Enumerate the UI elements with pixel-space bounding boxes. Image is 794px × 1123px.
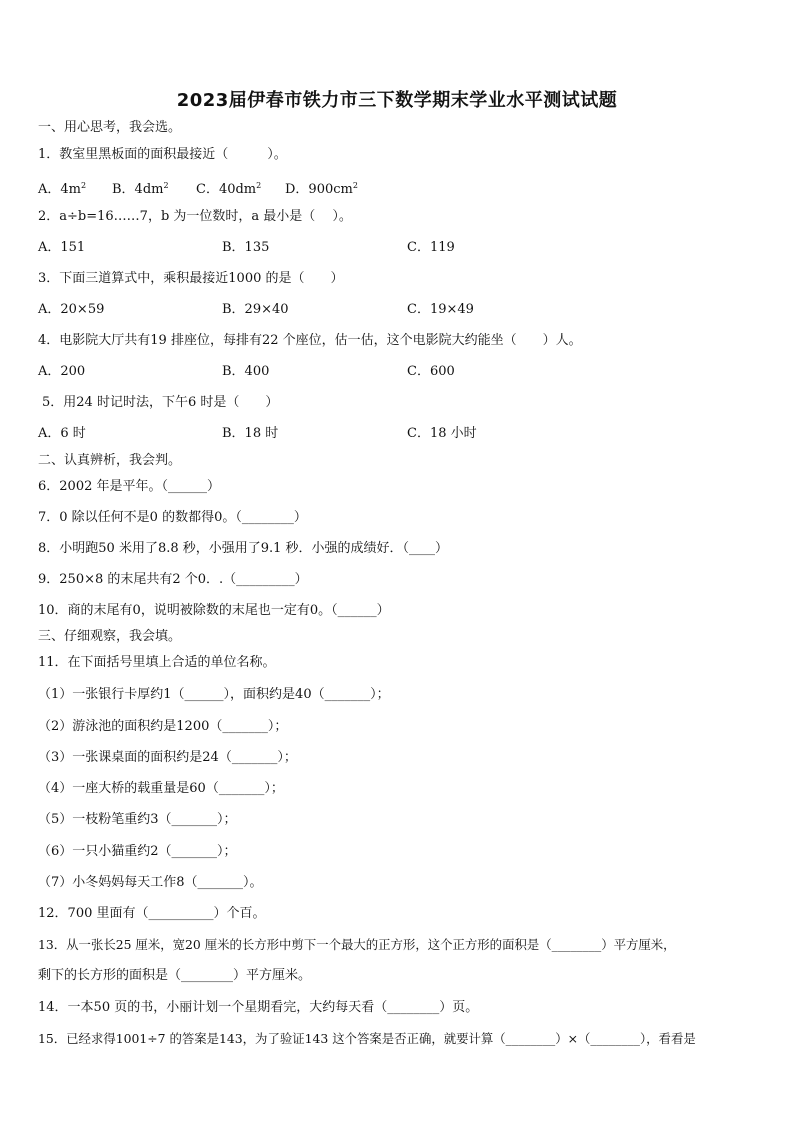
q5-option-b: B．18 时 <box>222 426 279 441</box>
question-10: 10．商的末尾有0，说明被除数的末尾也一定有0。（______） <box>38 603 390 618</box>
q4-option-b: B．400 <box>222 364 270 379</box>
question-4: 4．电影院大厅共有19 排座位，每排有22 个座位，估一估，这个电影院大约能坐（ ）人。 <box>38 333 582 348</box>
question-11: 11．在下面括号里填上合适的单位名称。 <box>38 655 276 670</box>
q2-option-c: C．119 <box>407 240 455 255</box>
q11-item-3: （3）一张课桌面的面积约是24（_______）； <box>38 750 297 765</box>
question-7: 7．0 除以任何不是0 的数都得0。（________） <box>38 510 307 525</box>
q4-option-c: C．600 <box>407 364 455 379</box>
q1-option-c: C．$40dm^2$ <box>196 181 262 197</box>
q11-item-4: （4）一座大桥的载重量是60（_______）； <box>38 781 284 796</box>
q1-option-a: A．$4m^2$ <box>38 181 87 197</box>
question-1: 1．教室里黑板面的面积最接近（ ）。 <box>38 147 287 162</box>
q11-item-5: （5）一枝粉笔重约3（_______）； <box>38 812 237 827</box>
question-14: 14．一本50 页的书，小丽计划一个星期看完，大约每天看（________）页。 <box>38 1000 479 1015</box>
q2-option-a: A．151 <box>38 240 86 255</box>
question-3: 3．下面三道算式中，乘积最接近1000 的是（ ） <box>38 271 344 286</box>
question-2: 2．a÷b=16……7，b 为一位数时，a 最小是（ ）。 <box>38 209 352 224</box>
q4-option-a: A．200 <box>38 364 86 379</box>
question-12: 12．700 里面有（__________）个百。 <box>38 906 266 921</box>
question-15: 15．已经求得1001÷7 的答案是143，为了验证143 这个答案是否正确，就要计算（________）×（________），看看是 <box>38 1031 696 1046</box>
question-5: 5．用24 时记时法，下午6 时是（ ） <box>42 395 279 410</box>
question-13-line-1: 13．从一张长25 厘米，宽20 厘米的长方形中剪下一个最大的正方形，这个正方形的面积是（________）平方厘米， <box>38 937 676 952</box>
q11-item-2: （2）游泳池的面积约是1200（_______）； <box>38 719 288 734</box>
q11-item-6: （6）一只小猫重约2（_______）； <box>38 844 237 859</box>
q1-option-d: D．$900cm^2$ <box>285 181 358 197</box>
q5-option-a: A．6 时 <box>38 426 86 441</box>
question-6: 6．2002 年是平年。（______） <box>38 479 220 494</box>
q3-option-b: B．29×40 <box>222 302 289 317</box>
question-9: 9．250×8 的末尾共有2 个0．.（_________） <box>38 572 308 587</box>
question-8: 8．小明跑50 米用了8.8 秒，小强用了9.1 秒．小强的成绩好．（____） <box>38 541 449 556</box>
section-heading-1: 一、用心思考，我会选。 <box>38 120 182 135</box>
section-heading-3: 三、仔细观察，我会填。 <box>38 629 182 644</box>
question-13-line-2: 剩下的长方形的面积是（________）平方厘米。 <box>38 968 312 983</box>
q5-option-c: C．18 小时 <box>407 426 477 441</box>
q2-option-b: B．135 <box>222 240 270 255</box>
section-heading-2: 二、认真辨析，我会判。 <box>38 453 182 468</box>
page-title: 2023届伊春市铁力市三下数学期末学业水平测试试题 <box>176 90 618 111</box>
q11-item-1: （1）一张银行卡厚约1（______），面积约是40（_______）； <box>38 687 390 702</box>
q11-item-7: （7）小冬妈妈每天工作8（_______）。 <box>38 875 263 890</box>
q3-option-a: A．20×59 <box>38 302 105 317</box>
q1-option-b: B．$4dm^2$ <box>112 181 169 197</box>
q3-option-c: C．19×49 <box>407 302 474 317</box>
